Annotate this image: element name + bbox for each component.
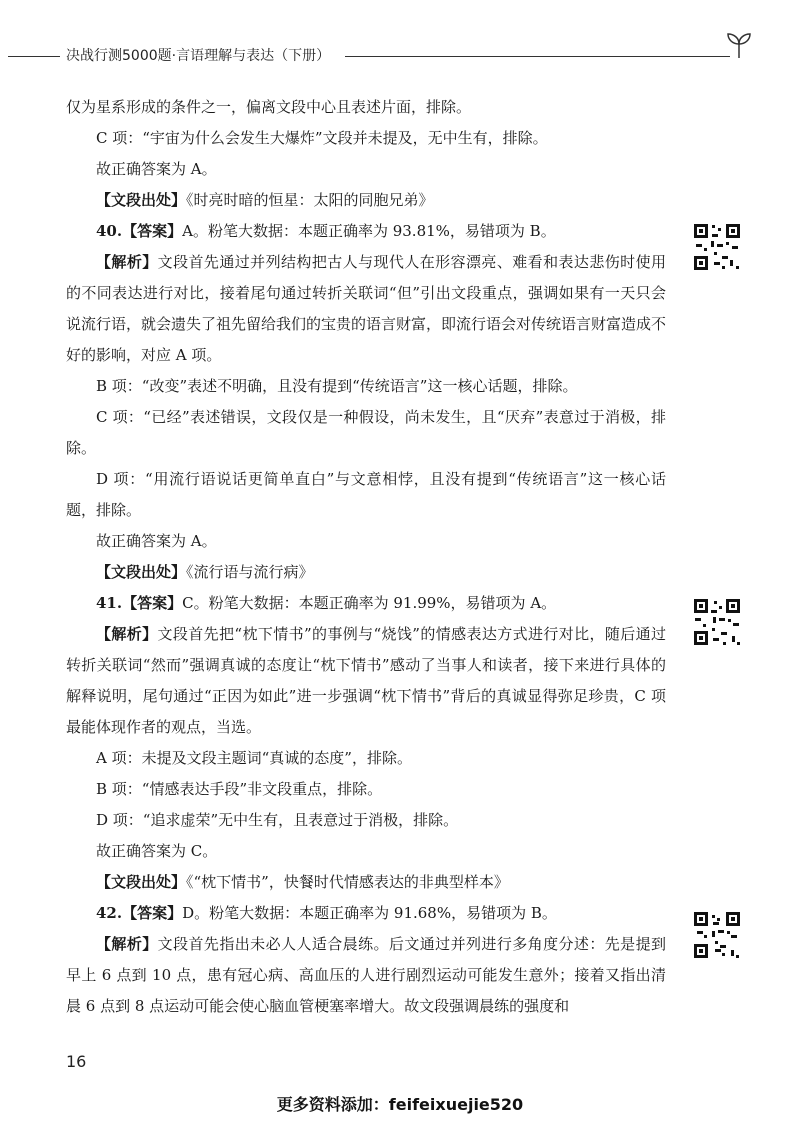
paragraph-text: A 项：未提及文段主题词“真诚的态度”，排除。	[96, 749, 412, 767]
paragraph	[66, 588, 666, 619]
section-tag: 40.【答案】	[96, 222, 183, 240]
section-tag: 【文段出处】	[96, 563, 187, 581]
paragraph-text: 故正确答案为 C。	[96, 842, 218, 860]
paragraph	[66, 898, 666, 929]
paragraph	[66, 247, 666, 371]
paragraph	[66, 619, 666, 743]
leaf-icon	[724, 30, 754, 60]
paragraph-text: C 项：“已经”表述错误，文段仅是一种假设，尚未发生，且“厌弃”表意过于消极，排除。	[66, 408, 666, 457]
paragraph-text: 《流行语与流行病》	[186, 563, 314, 581]
paragraph-text: C 项：“宇宙为什么会发生大爆炸”文段并未提及，无中生有，排除。	[96, 129, 548, 147]
paragraph-text: 文段首先通过并列结构把古人与现代人在形容漂亮、难看和表达悲伤时使用的不同表达进行对比，接着尾句通过转折关联词“但”引出文段重点，强调如果有一天只会说流行语，就会遗失了祖先留给我们的宝贵的语言财富，即流行语会对传统语言财富造成不好的影响，对应 A 项。	[66, 253, 667, 364]
paragraph	[66, 867, 666, 898]
paragraph	[66, 464, 666, 526]
page-number: 16	[66, 1052, 87, 1071]
paragraph-text: 仅为星系形成的条件之一，偏离文段中心且表述片面，排除。	[66, 98, 472, 116]
paragraph	[66, 185, 666, 216]
qr-code-icon	[692, 910, 742, 960]
header-rule-right	[345, 56, 730, 57]
header-title: 决战行测5000题·言语理解与表达（下册）	[66, 48, 331, 64]
paragraph-text: B 项：“情感表达手段”非文段重点，排除。	[96, 780, 383, 798]
paragraph-text: B 项：“改变”表述不明确，且没有提到“传统语言”这一核心话题，排除。	[96, 377, 578, 395]
paragraph-text: D 项：“用流行语说话更简单直白”与文意相悖，且没有提到“传统语言”这一核心话题，排除。	[66, 470, 666, 519]
paragraph	[66, 123, 666, 154]
paragraph	[66, 836, 666, 867]
paragraph-text: A。粉笔大数据：本题正确率为 93.81%，易错项为 B。	[182, 222, 556, 240]
paragraph	[66, 216, 666, 247]
paragraph	[66, 774, 666, 805]
paragraph	[66, 154, 666, 185]
header-rule-left	[8, 56, 60, 57]
paragraph	[66, 371, 666, 402]
paragraph-text: 文段首先把“枕下情书”的事例与“烧饯”的情感表达方式进行对比，随后通过转折关联词“然而”强调真诚的态度让“枕下情书”感动了当事人和读者，接下来进行具体的解释说明，尾句通过“正因为如此”进一步强调“枕下情书”背后的真诚显得弥足珍贵，C 项最能体现作者的观点，当选。	[66, 625, 666, 736]
page-header	[0, 44, 800, 68]
paragraph-text: C。粉笔大数据：本题正确率为 91.99%，易错项为 A。	[182, 594, 557, 612]
paragraph-text: 故正确答案为 A。	[96, 532, 217, 550]
paragraph	[66, 805, 666, 836]
section-tag: 【文段出处】	[96, 191, 187, 209]
section-tag: 42.【答案】	[96, 904, 183, 922]
paragraph	[66, 929, 666, 1022]
qr-code-icon	[692, 597, 742, 647]
paragraph	[66, 557, 666, 588]
paragraph-text: 故正确答案为 A。	[96, 160, 217, 178]
paragraph	[66, 526, 666, 557]
answer-explanations	[66, 92, 666, 1022]
section-tag: 【解析】	[96, 253, 158, 271]
section-tag: 【解析】	[96, 625, 158, 643]
section-tag: 【文段出处】	[96, 873, 187, 891]
paragraph	[66, 402, 666, 464]
paragraph-text: D。粉笔大数据：本题正确率为 91.68%，易错项为 B。	[182, 904, 557, 922]
qr-code-icon	[692, 222, 742, 272]
section-tag: 【解析】	[96, 935, 158, 953]
paragraph-text: 《“枕下情书”，快餐时代情感表达的非典型样本》	[186, 873, 509, 891]
section-tag: 41.【答案】	[96, 594, 183, 612]
paragraph	[66, 92, 666, 123]
footer-note: 更多资料添加：feifeixuejie520	[276, 1095, 524, 1114]
paragraph	[66, 743, 666, 774]
paragraph-text: 文段首先指出未必人人适合晨练。后文通过并列进行多角度分述：先是提到早上 6 点到 10 点，患有冠心病、高血压的人进行剧烈运动可能发生意外；接着又指出清晨 6 点到 8 点运动可能会使心脑血管梗塞率增大。故文段强调晨练的强度和	[66, 935, 666, 1015]
paragraph-text: D 项：“追求虚荣”无中生有，且表意过于消极，排除。	[96, 811, 459, 829]
paragraph-text: 《时亮时暗的恒星：太阳的同胞兄弟》	[186, 191, 434, 209]
